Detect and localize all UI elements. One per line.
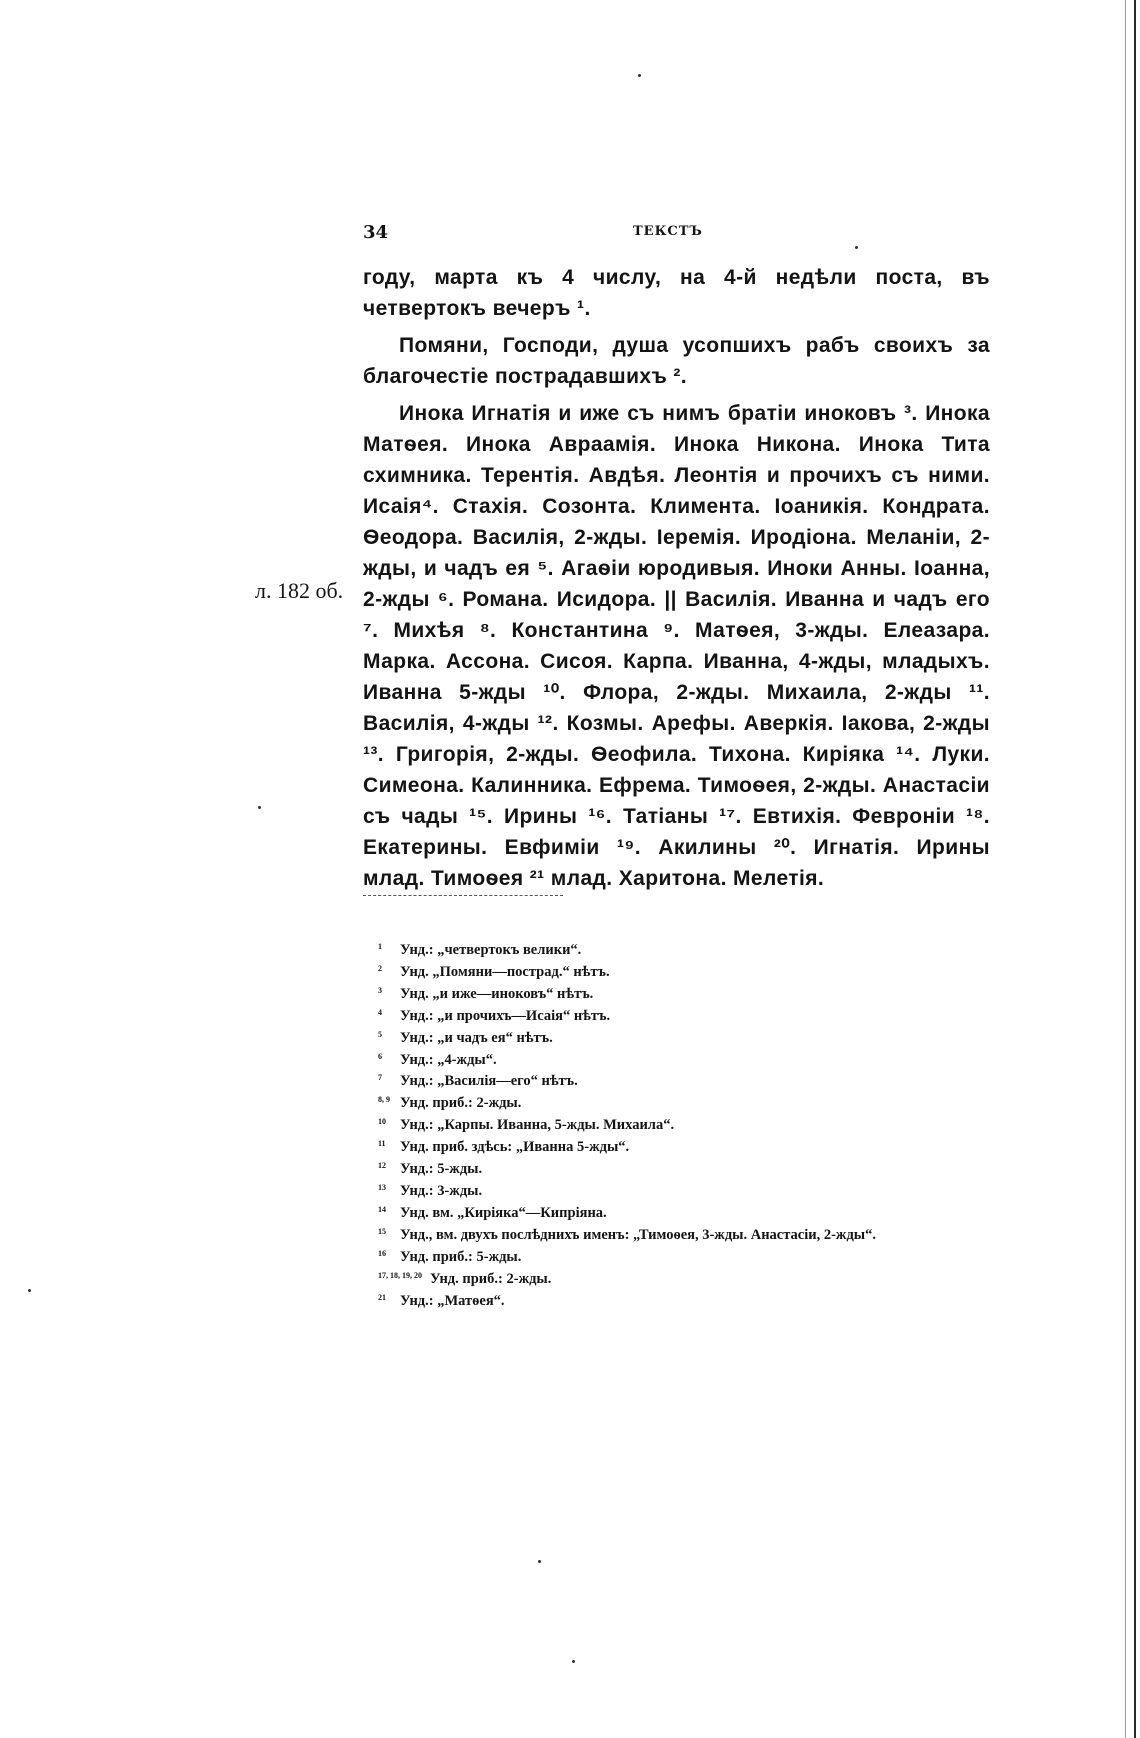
speck [258,806,261,809]
page-edge-line-inner [1125,0,1126,1738]
footnote-text: Унд.: „и чадъ ея“ нѣтъ. [400,1029,553,1046]
speck [28,1289,31,1292]
footnote-text: Унд.: „4-жды“. [400,1051,497,1068]
footnote [378,1006,998,1028]
footnote [378,1247,998,1269]
speck [855,246,858,249]
footnote-text: Унд.: „и прочихъ—Исаія“ нѣтъ. [400,1007,611,1024]
footnote [378,1291,998,1313]
footnote-mark: 3 [378,985,382,995]
footnote [378,1181,998,1203]
footnote-mark: 15 [378,1226,386,1236]
footnote [378,1225,998,1247]
footnote [378,1137,998,1159]
paragraph-2: Помяни, Господи, душа усопшихъ рабъ своихъ за благочестіе пострадавшихъ ². [363,334,990,388]
footnote-mark: 17, 18, 19, 20 [378,1270,422,1280]
footnote [378,984,998,1006]
speck [572,1660,575,1663]
running-head: ТЕКСТЪ [633,224,703,239]
page-number: 34 [363,222,389,243]
folio-margin-note: л. 182 об. [255,578,344,603]
page-edge-line [1134,0,1136,1738]
footnote-text: Унд. вм. „Киріяка“—Кипріяна. [400,1204,607,1221]
footnote [378,962,998,984]
speck [538,1560,541,1563]
footnote-mark: 13 [378,1182,386,1192]
footnote-mark: 2 [378,963,382,973]
footnote-mark: 11 [378,1139,386,1149]
footnote-text: Унд.: „Матѳея“. [400,1292,505,1309]
footnote-mark: 12 [378,1161,386,1171]
footnote [378,1203,998,1225]
footnote-text: Унд. „и иже—иноковъ“ нѣтъ. [400,985,594,1002]
speck [638,74,641,77]
footnote-text: Унд. приб. здѣсь: „Иванна 5-жды“. [400,1139,630,1156]
footnote-mark: 7 [378,1073,382,1083]
footnote-divider [363,895,563,897]
footnote-mark: 10 [378,1117,386,1127]
footnote-mark: 8, 9 [378,1095,390,1105]
footnote-text: Унд.: 3-жды. [400,1182,483,1199]
footnote-mark: 16 [378,1248,386,1258]
footnote [378,1115,998,1137]
footnote [378,1159,998,1181]
paragraph-3: Инока Игнатія и иже съ нимъ братіи иноковъ ³. Инока Матѳея. Инока Авраамія. Инока Никона. Инока Тита схимника. Терентія. Авдѣя. Леонтія и прочихъ съ ними. Исаія⁴. Стахія. Созонта. Климента. Іоаникія. Кондрата. Ѳеодора. Василія, 2-жды. Іеремія. Иродіона. Меланіи, 2-жды, и чадъ ея ⁵. Агаѳіи юродивыя. Иноки Анны. Іоанна, 2-жды ⁶. Романа. Исидора. || Василія. Иванна и чадъ его ⁷. Михѣя ⁸. Константина ⁹. Матѳея, 3-жды. Елеазара. Марка. Ассона. Сисоя. Карпа. Иванна, 4-жды, младыхъ. Иванна 5-жды ¹⁰. Флора, 2-жды. Михаила, 2-жды ¹¹. Василія, 4-жды ¹². Козмы. Арефы. Аверкія. Іакова, 2-жды ¹³. Григорія, 2-жды. Ѳеофила. Тихона. Киріяка ¹⁴. Луки. Симеона. Калинника. Ефрема. Тимоѳея, 2-жды. Анастасіи съ чады ¹⁵. Ирины ¹⁶. Татіаны ¹⁷. Евтихія. Февроніи ¹⁸. Екатерины. Евфиміи ¹⁹. Акилины ²⁰. Игнатія. Ирины млад. Тимоѳея ²¹ млад. Харитона. Мелетія. [363,402,990,890]
footnote-mark: 4 [378,1007,382,1017]
footnote [378,1093,998,1115]
footnote-mark: 14 [378,1204,386,1214]
footnote [378,940,998,962]
footnote-text: Унд. приб.: 2-жды. [400,1095,522,1112]
footnote-text: Унд. приб.: 5-жды. [400,1248,522,1265]
page-header [363,222,990,246]
main-text [363,262,990,900]
footnote [378,1050,998,1072]
footnote-text: Унд.: „Карпы. Иванна, 5-жды. Михаила“. [400,1117,675,1134]
footnote-text: Унд. приб.: 2-жды. [430,1270,552,1287]
footnote [378,1028,998,1050]
footnote-mark: 1 [378,942,382,951]
footnote-text: Унд. „Помяни—пострад.“ нѣтъ. [400,963,610,980]
footnotes [378,940,998,1312]
footnote-text: Унд., вм. двухъ послѣднихъ именъ: „Тимоѳея, 3-жды. Анастасіи, 2-жды“. [400,1226,876,1243]
footnote-mark: 6 [378,1051,382,1061]
footnote-text: Унд.: „четвертокъ велики“. [400,942,582,958]
footnote-text: Унд.: „Василія—его“ нѣтъ. [400,1073,578,1090]
footnote [378,1071,998,1093]
paragraph-1: году, марта къ 4 числу, на 4-й недѣли поста, въ четвертокъ вечеръ ¹. [363,266,990,320]
footnote-mark: 5 [378,1029,382,1039]
footnote [378,1269,998,1291]
footnote-mark: 21 [378,1292,386,1302]
footnote-text: Унд.: 5-жды. [400,1161,483,1178]
